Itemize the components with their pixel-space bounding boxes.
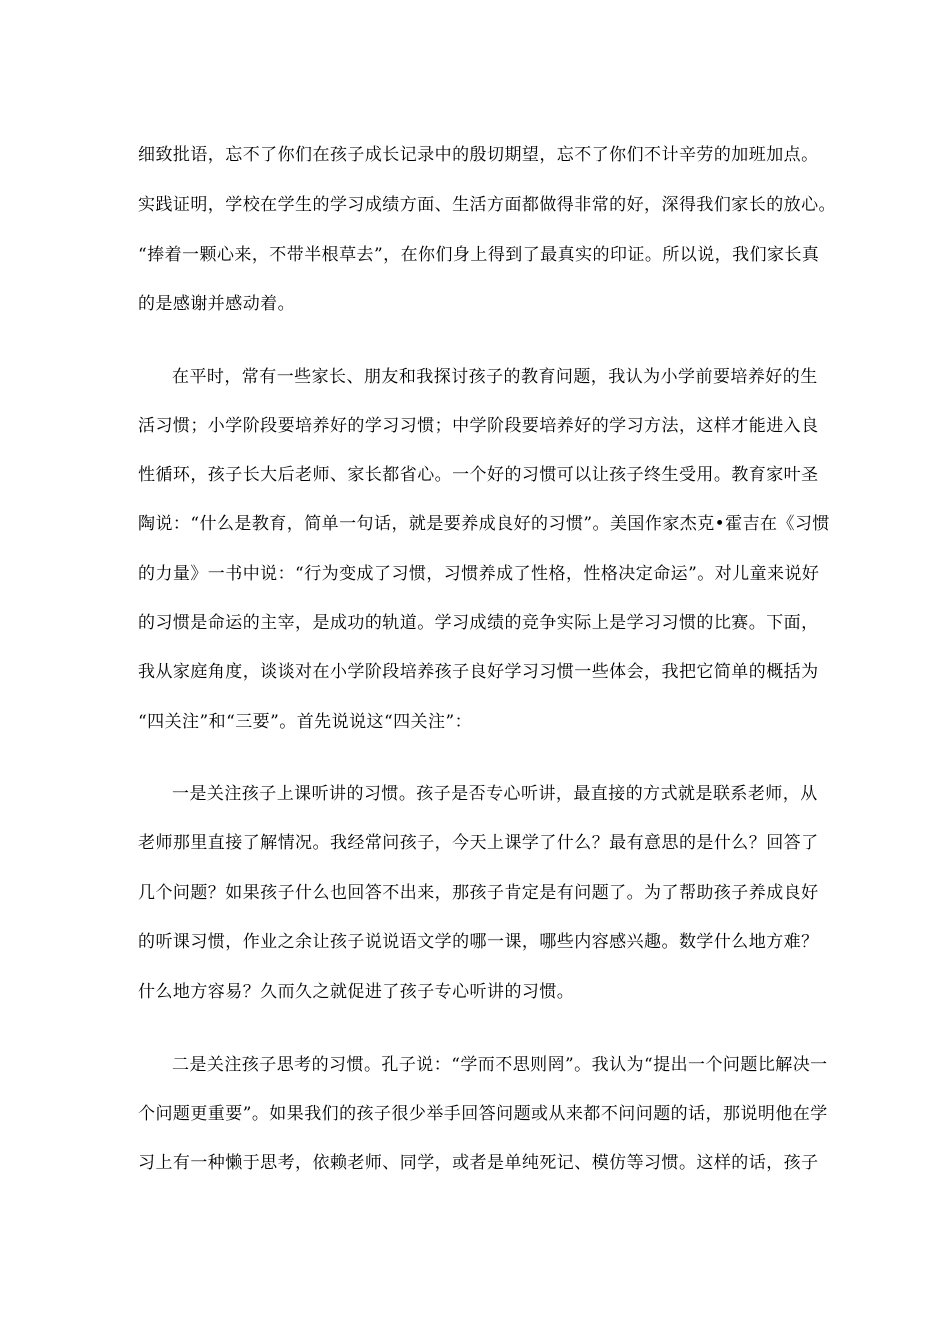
paragraph-3-line-3: 几个问题？如果孩子什么也回答不出来，那孩子肯定是有问题了。为了帮助孩子养成良好 [138,883,819,903]
paragraph-2-line-8: “四关注”和“三要”。首先说说这“四关注”： [138,712,473,732]
paragraph-1-line-4: 的是感谢并感动着。 [138,294,296,314]
paragraph-2-line-4: 陶说：“什么是教育，简单一句话，就是要养成良好的习惯”。美国作家杰克•霍吉在《习惯 [138,514,830,534]
paragraph-3-line-4: 的听课习惯，作业之余让孩子说说语文学的哪一课，哪些内容感兴趣。数学什么地方难？ [138,932,819,952]
paragraph-2-line-6: 的习惯是命运的主宰，是成功的轨道。学习成绩的竞争实际上是学习习惯的比赛。下面， [138,613,819,633]
paragraph-4-line-1: 二是关注孩子思考的习惯。孔子说：“学而不思则罔”。我认为“提出一个问题比解决一 [172,1055,828,1075]
paragraph-3-line-5: 什么地方容易？久而久之就促进了孩子专心听讲的习惯。 [138,982,575,1002]
paragraph-3-line-1: 一是关注孩子上课听讲的习惯。孩子是否专心听讲，最直接的方式就是联系老师，从 [172,784,818,804]
paragraph-1-line-1: 细致批语，忘不了你们在孩子成长记录中的殷切期望，忘不了你们不计辛劳的加班加点。 [138,145,819,165]
paragraph-1-line-2: 实践证明，学校在学生的学习成绩方面、生活方面都做得非常的好，深得我们家长的放心。 [138,195,836,215]
paragraph-2-line-2: 活习惯；小学阶段要培养好的学习习惯；中学阶段要培养好的学习方法，这样才能进入良 [138,416,819,436]
paragraph-1-line-3: “捧着一颗心来，不带半根草去”，在你们身上得到了最真实的印证。所以说，我们家长真 [138,245,820,265]
paragraph-2-line-1: 在平时，常有一些家长、朋友和我探讨孩子的教育问题，我认为小学前要培养好的生 [172,367,818,387]
paragraph-4-line-3: 习上有一种懒于思考，依赖老师、同学，或者是单纯死记、模仿等习惯。这样的话，孩子 [138,1153,819,1173]
paragraph-2-line-3: 性循环，孩子长大后老师、家长都省心。一个好的习惯可以让孩子终生受用。教育家叶圣 [138,465,819,485]
paragraph-3-line-2: 老师那里直接了解情况。我经常问孩子，今天上课学了什么？最有意思的是什么？回答了 [138,833,819,853]
paragraph-2-line-5: 的力量》一书中说：“行为变成了习惯，习惯养成了性格，性格决定命运”。对儿童来说好 [138,564,820,584]
paragraph-4-line-2: 个问题更重要”。如果我们的孩子很少举手回答问题或从来都不问问题的话，那说明他在学 [138,1104,828,1124]
paragraph-2-line-7: 我从家庭角度，谈谈对在小学阶段培养孩子良好学习习惯一些体会，我把它简单的概括为 [138,662,819,682]
